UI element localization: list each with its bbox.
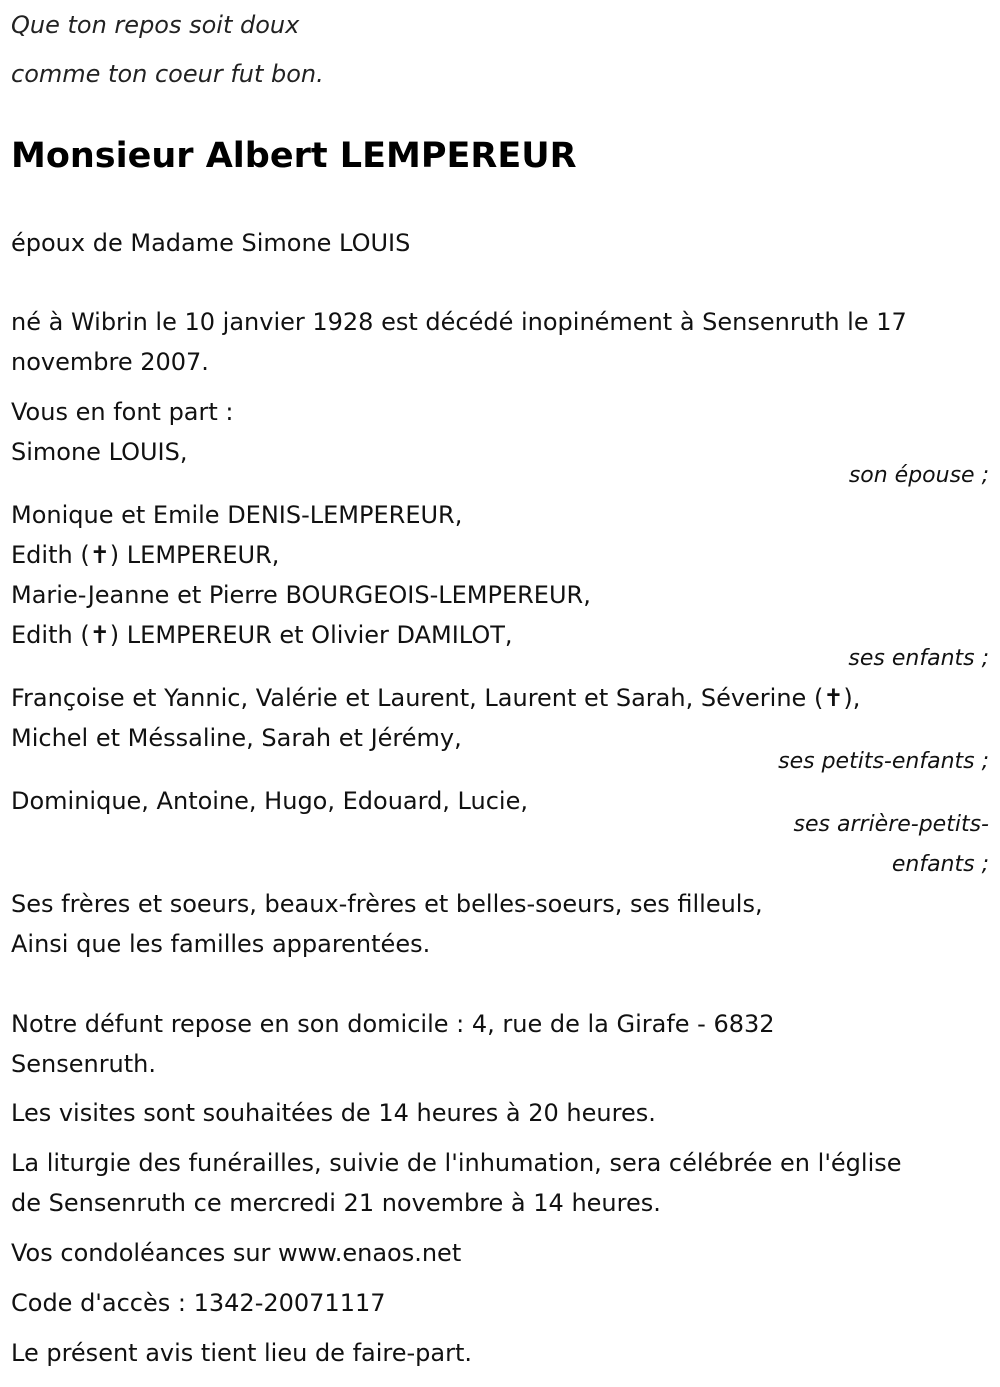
spouse-line: époux de Madame Simone LOUIS (11, 229, 411, 257)
extended-family-line-2: Ainsi que les familles apparentées. (11, 930, 431, 958)
liturgy-line-1: La liturgie des funérailles, suivie de l'inhumation, sera célébrée en l'église (11, 1149, 902, 1177)
grandchildren-line-1-end: ), (843, 684, 861, 712)
spouse-role: son épouse ; (848, 463, 989, 488)
grandchildren-line-2: Michel et Méssaline, Sarah et Jérémy, (11, 724, 462, 752)
spouse-name: Simone LOUIS, (11, 438, 188, 466)
extended-family-line-1: Ses frères et soeurs, beaux-frères et belles-soeurs, ses filleuls, (11, 890, 763, 918)
children-line-1: Monique et Emile DENIS-LEMPEREUR, (11, 501, 463, 529)
children-line-2-start: Edith ( (11, 541, 90, 569)
children-role: ses enfants ; (848, 646, 989, 671)
rest-line-2: Sensenruth. (11, 1050, 157, 1078)
birth-death-line-2: novembre 2007. (11, 348, 209, 376)
children-line-3: Marie-Jeanne et Pierre BOURGEOIS-LEMPEREUR, (11, 581, 591, 609)
grandchildren-line-1-start: Françoise et Yannic, Valérie et Laurent, Laurent et Sarah, Séverine ( (11, 684, 824, 712)
notice-line: Le présent avis tient lieu de faire-part. (11, 1339, 473, 1367)
children-line-4-end: ) LEMPEREUR et Olivier DAMILOT, (109, 621, 513, 649)
access-code-line: Code d'accès : 1342-20071117 (11, 1289, 386, 1317)
grandchildren-role: ses petits-enfants ; (778, 749, 989, 774)
epigraph-line-2: comme ton coeur fut bon. (11, 60, 324, 88)
children-line-4-start: Edith ( (11, 621, 90, 649)
grandchildren-line-1 (11, 682, 860, 714)
great-grandchildren-role-line-1: ses arrière-petits- (793, 812, 989, 837)
rest-line-1: Notre défunt repose en son domicile : 4, rue de la Girafe - 6832 (11, 1010, 775, 1038)
cross-icon: ✝ (89, 621, 110, 649)
epigraph-line-1: Que ton repos soit doux (11, 11, 300, 39)
announcement-intro: Vous en font part : (11, 398, 234, 426)
great-grandchildren-role-line-2: enfants ; (891, 852, 989, 877)
children-line-2 (11, 539, 279, 571)
children-line-2-end: ) LEMPEREUR, (109, 541, 280, 569)
children-line-4 (11, 619, 513, 651)
cross-icon: ✝ (823, 684, 844, 712)
cross-icon: ✝ (89, 541, 110, 569)
birth-death-line-1: né à Wibrin le 10 janvier 1928 est décédé inopinément à Sensenruth le 17 (11, 308, 907, 336)
condolences-line: Vos condoléances sur www.enaos.net (11, 1239, 462, 1267)
visits-line: Les visites sont souhaitées de 14 heures à 20 heures. (11, 1099, 656, 1127)
deceased-name: Monsieur Albert LEMPEREUR (11, 136, 577, 176)
great-grandchildren-line-1: Dominique, Antoine, Hugo, Edouard, Lucie, (11, 787, 528, 815)
liturgy-line-2: de Sensenruth ce mercredi 21 novembre à 14 heures. (11, 1189, 661, 1217)
